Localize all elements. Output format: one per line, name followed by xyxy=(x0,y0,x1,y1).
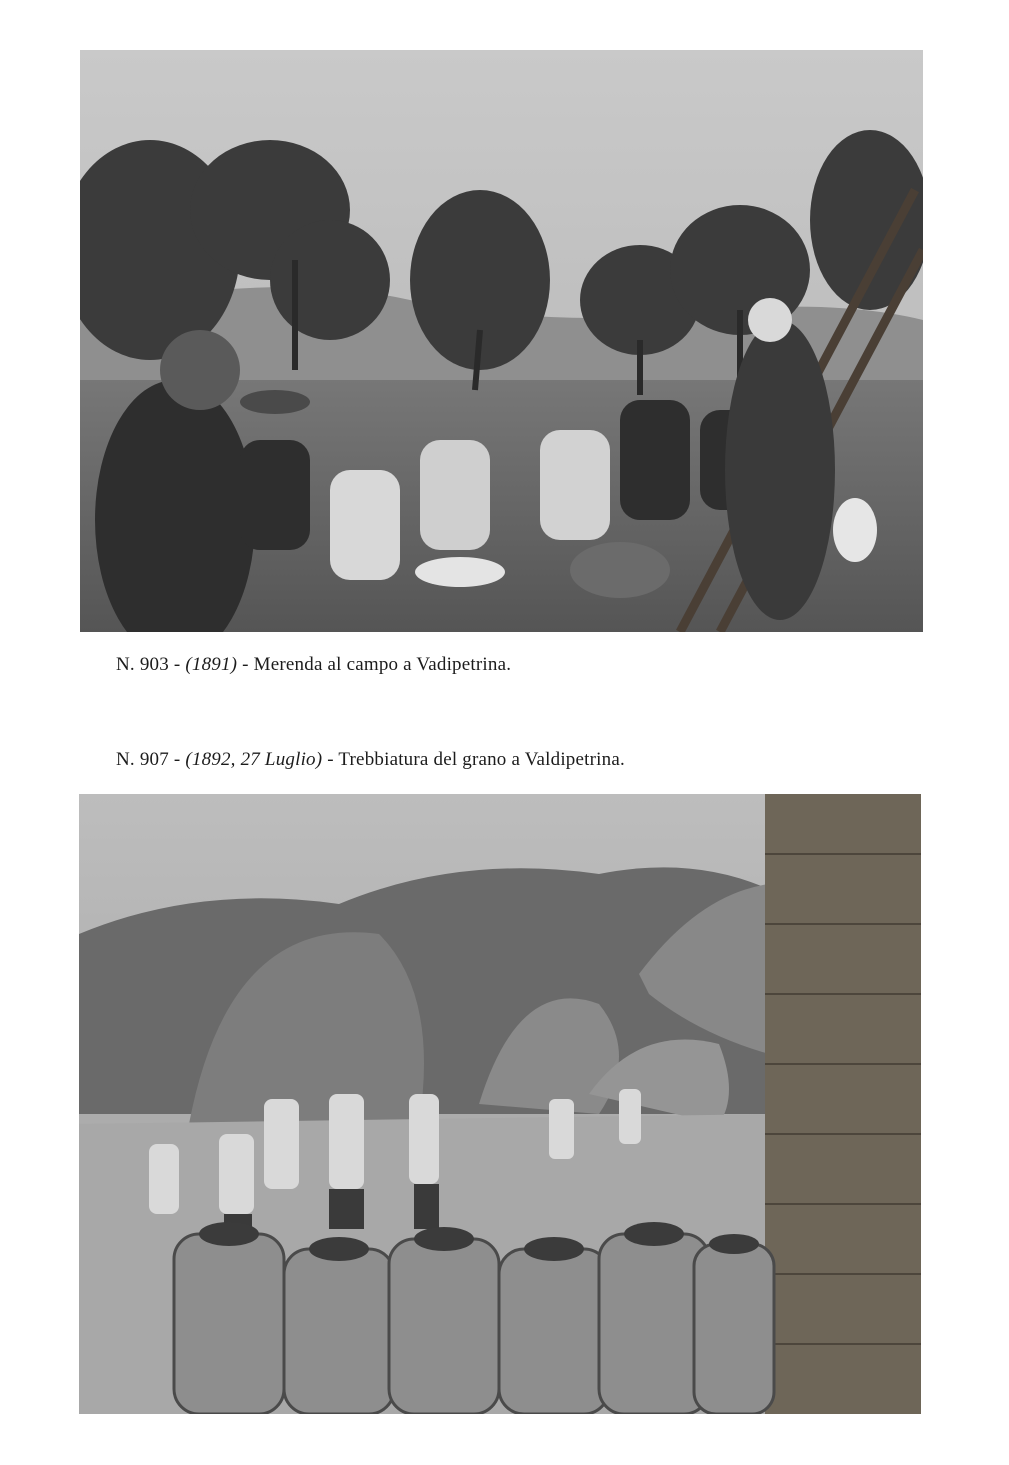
caption-separator: - xyxy=(168,654,186,675)
caption-title: Merenda al campo a Vadipetrina. xyxy=(253,654,512,675)
caption-number: N. 903 xyxy=(116,654,169,675)
caption-date: (1892, 27 Luglio) xyxy=(185,749,323,770)
caption-separator: - xyxy=(322,749,339,770)
caption-number: N. 907 xyxy=(116,749,169,770)
photo-caption xyxy=(116,654,511,676)
photo-wheat-threshing-image xyxy=(79,794,921,1414)
photo-field-picnic-image xyxy=(80,50,923,632)
caption-date: (1891) xyxy=(185,654,238,675)
caption-separator: - xyxy=(168,749,186,770)
caption-separator: - xyxy=(237,654,254,675)
photo-wheat-threshing xyxy=(79,794,921,1414)
caption-title: Trebbiatura del grano a Valdipetrina. xyxy=(338,749,625,770)
photo-field-picnic xyxy=(80,50,923,632)
photo-caption xyxy=(116,749,625,771)
